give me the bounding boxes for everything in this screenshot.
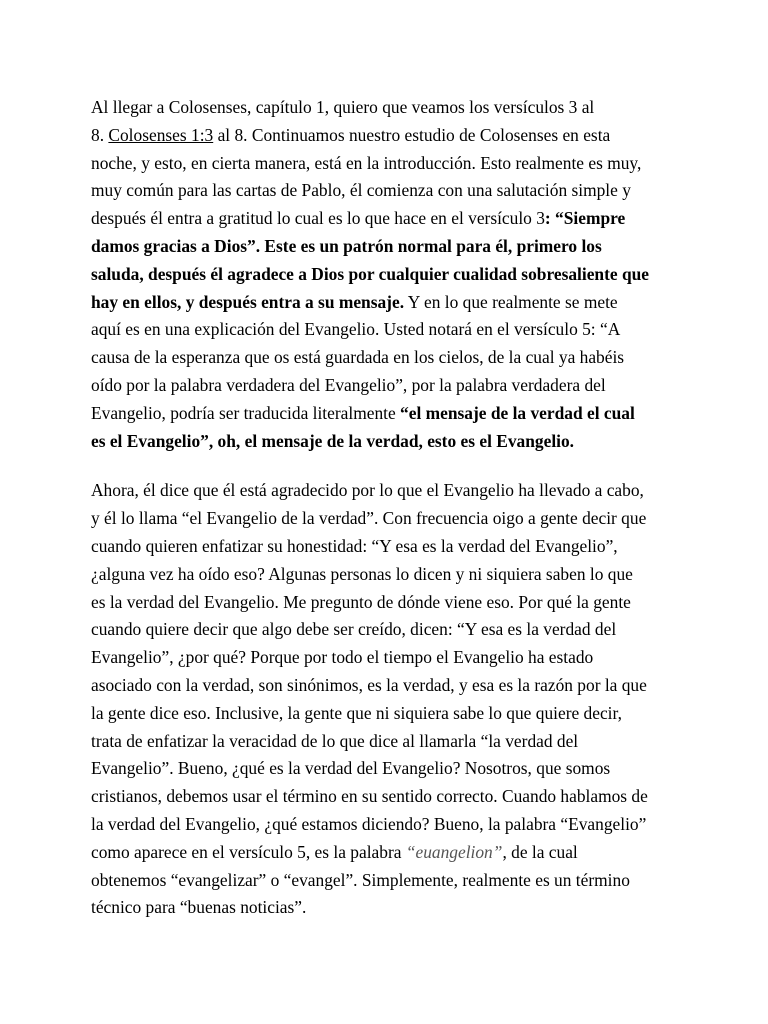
text-run: noche, y esto, en cierta manera, está en la introducción. Esto realmente es muy, xyxy=(91,152,642,173)
text-run: al 8. Continuamos nuestro estudio de Colosenses en esta xyxy=(213,124,611,145)
bold-text: hay en ellos, y después entra a su mensaje. xyxy=(91,291,405,312)
bold-text: : “Siempre xyxy=(544,208,626,229)
text-run: como aparece en el versículo 5, es la palabra xyxy=(91,841,406,862)
text-run: aquí es en una explicación del Evangelio. Usted notará en el versículo 5: “A xyxy=(91,319,621,340)
bold-text: saluda, después él agradece a Dios por cualquier cualidad sobresaliente que xyxy=(91,263,650,284)
text-run: cuando quiere decir que algo debe ser creído, dicen: “Y esa es la verdad del xyxy=(91,619,617,640)
bold-text: damos gracias a Dios”. Este es un patrón normal para él, primero los xyxy=(91,235,602,256)
text-run: la verdad del Evangelio, ¿qué estamos diciendo? Bueno, la palabra “Evangelio” xyxy=(91,813,647,834)
text-run: Al llegar a Colosenses, capítulo 1, quiero que veamos los versículos 3 al xyxy=(91,97,595,117)
text-run: técnico para “buenas noticias”. xyxy=(91,897,307,918)
text-run: y él lo llama “el Evangelio de la verdad”. Con frecuencia oigo a gente decir que xyxy=(91,508,647,529)
text-run: Evangelio”, ¿por qué? Porque por todo el tiempo el Evangelio ha estado xyxy=(91,647,594,668)
text-run: la gente dice eso. Inclusive, la gente que ni siquiera sabe lo que quiere decir, xyxy=(91,702,622,723)
bold-text: “el mensaje de la verdad el cual xyxy=(400,402,635,423)
text-run: Evangelio”. Bueno, ¿qué es la verdad del Evangelio? Nosotros, que somos xyxy=(91,758,611,779)
text-run: ¿alguna vez ha oído eso? Algunas personas lo dicen y ni siquiera saben lo que xyxy=(91,563,633,584)
greek-word: “euangelion” xyxy=(405,841,503,862)
text-run: muy común para las cartas de Pablo, él comienza con una salutación simple y xyxy=(91,180,631,201)
text-run: cristianos, debemos usar el término en su sentido correcto. Cuando hablamos de xyxy=(91,786,648,807)
paragraph xyxy=(91,94,682,455)
text-run: cuando quieren enfatizar su honestidad: “Y esa es la verdad del Evangelio”, xyxy=(91,535,618,556)
paragraph xyxy=(91,477,682,922)
text-run: , de la cual xyxy=(502,841,578,862)
text-run: es la verdad del Evangelio. Me pregunto de dónde viene eso. Por qué la gente xyxy=(91,591,631,612)
text-run: obtenemos “evangelizar” o “evangel”. Simplemente, realmente es un término xyxy=(91,869,630,890)
text-run: Ahora, él dice que él está agradecido por lo que el Evangelio ha llevado a cabo, xyxy=(91,480,644,501)
scripture-link[interactable]: Colosenses 1:3 xyxy=(108,124,214,145)
text-run: oído por la palabra verdadera del Evangelio”, por la palabra verdadera del xyxy=(91,374,606,395)
text-run: Y en lo que realmente se mete xyxy=(404,291,618,312)
text-run: Evangelio, podría ser traducida literalmente xyxy=(91,402,401,423)
document-body xyxy=(91,94,682,922)
text-run: trata de enfatizar la veracidad de lo que dice al llamarla “la verdad del xyxy=(91,730,579,751)
text-run: 8. xyxy=(91,124,109,145)
text-run: asociado con la verdad, son sinónimos, es la verdad, y esa es la razón por la que xyxy=(91,674,647,695)
bold-text: es el Evangelio”, oh, el mensaje de la verdad, esto es el Evangelio. xyxy=(91,430,575,451)
text-run: después él entra a gratitud lo cual es lo que hace en el versículo 3 xyxy=(91,208,545,229)
text-run: causa de la esperanza que os está guardada en los cielos, de la cual ya habéis xyxy=(91,347,625,368)
